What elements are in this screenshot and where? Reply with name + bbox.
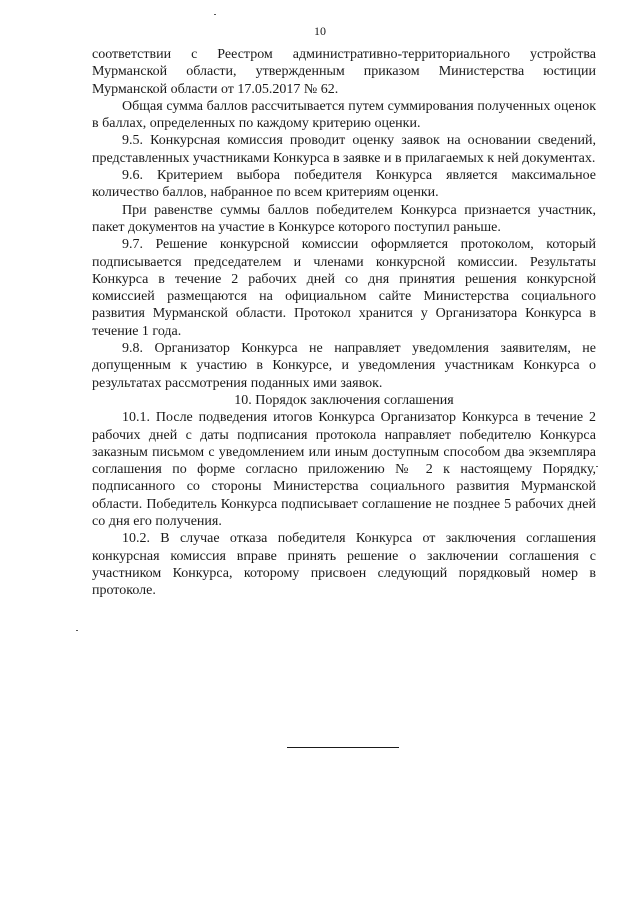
scan-speck: [596, 466, 598, 467]
paragraph: При равенстве суммы баллов победителем Конкурса признается участник, пакет документов на участие в Конкурсе которого поступил раньше.: [92, 202, 596, 235]
scan-speck: [214, 14, 216, 15]
scan-speck: [76, 630, 78, 631]
paragraph-10-1: 10.1. После подведения итогов Конкурса Организатор Конкурса в течение 2 рабочих дней с даты подписания протокола направляет победителю Конкурса заказным письмом с уведомлением или иным доступным способом два экземпляра соглашения по форме согласно приложению № 2 к настоящему Порядку, подписанного со стороны Министерства социального развития Мурманской области. Победитель Конкурса подписывает соглашение не позднее 5 рабочих дней со дня его получения.: [92, 410, 596, 530]
paragraph: Общая сумма баллов рассчитывается путем суммирования полученных оценок в баллах, определенных по каждому критерию оценки.: [92, 98, 596, 132]
section-heading: 10. Порядок заключения соглашения: [234, 392, 454, 408]
paragraph: соответствии с Реестром административно-территориального устройства Мурманской области, утвержденным приказом Министерства юстиции Мурманской области от 17.05.2017 № 62.: [92, 47, 596, 97]
paragraph-9-5: 9.5. Конкурсная комиссия проводит оценку заявок на основании сведений, представленных участниками Конкурса в заявке и в прилагаемых к ней документах.: [92, 133, 596, 166]
paragraph-9-7: 9.7. Решение конкурсной комиссии оформляется протоколом, который подписывается председателем и членами конкурсной комиссии. Результаты Конкурса в течение 2 рабочих дней со дня принятия решения конкурсной комиссией размещаются на официальном сайте Министерства социального развития Мурманской области. Протокол хранится у Организатора Конкурса в течение 1 года.: [92, 237, 596, 339]
paragraph-9-8: 9.8. Организатор Конкурса не направляет уведомления заявителям, не допущенным к участию в Конкурсе, и уведомления участникам Конкурса о результатах рассмотрения поданных ими заявок.: [92, 341, 596, 391]
paragraph-10-2: 10.2. В случае отказа победителя Конкурса от заключения соглашения конкурсная комиссия вправе принять решение о заключении соглашения с участником Конкурса, которому присвоен следующий порядковый номер в протоколе.: [92, 531, 596, 599]
page-number: 10: [314, 24, 326, 38]
paragraph-9-6: 9.6. Критерием выбора победителя Конкурса является максимальное количество баллов, набранное по всем критериям оценки.: [92, 168, 596, 201]
end-of-document-rule: [287, 747, 399, 748]
document-body: [92, 46, 596, 600]
